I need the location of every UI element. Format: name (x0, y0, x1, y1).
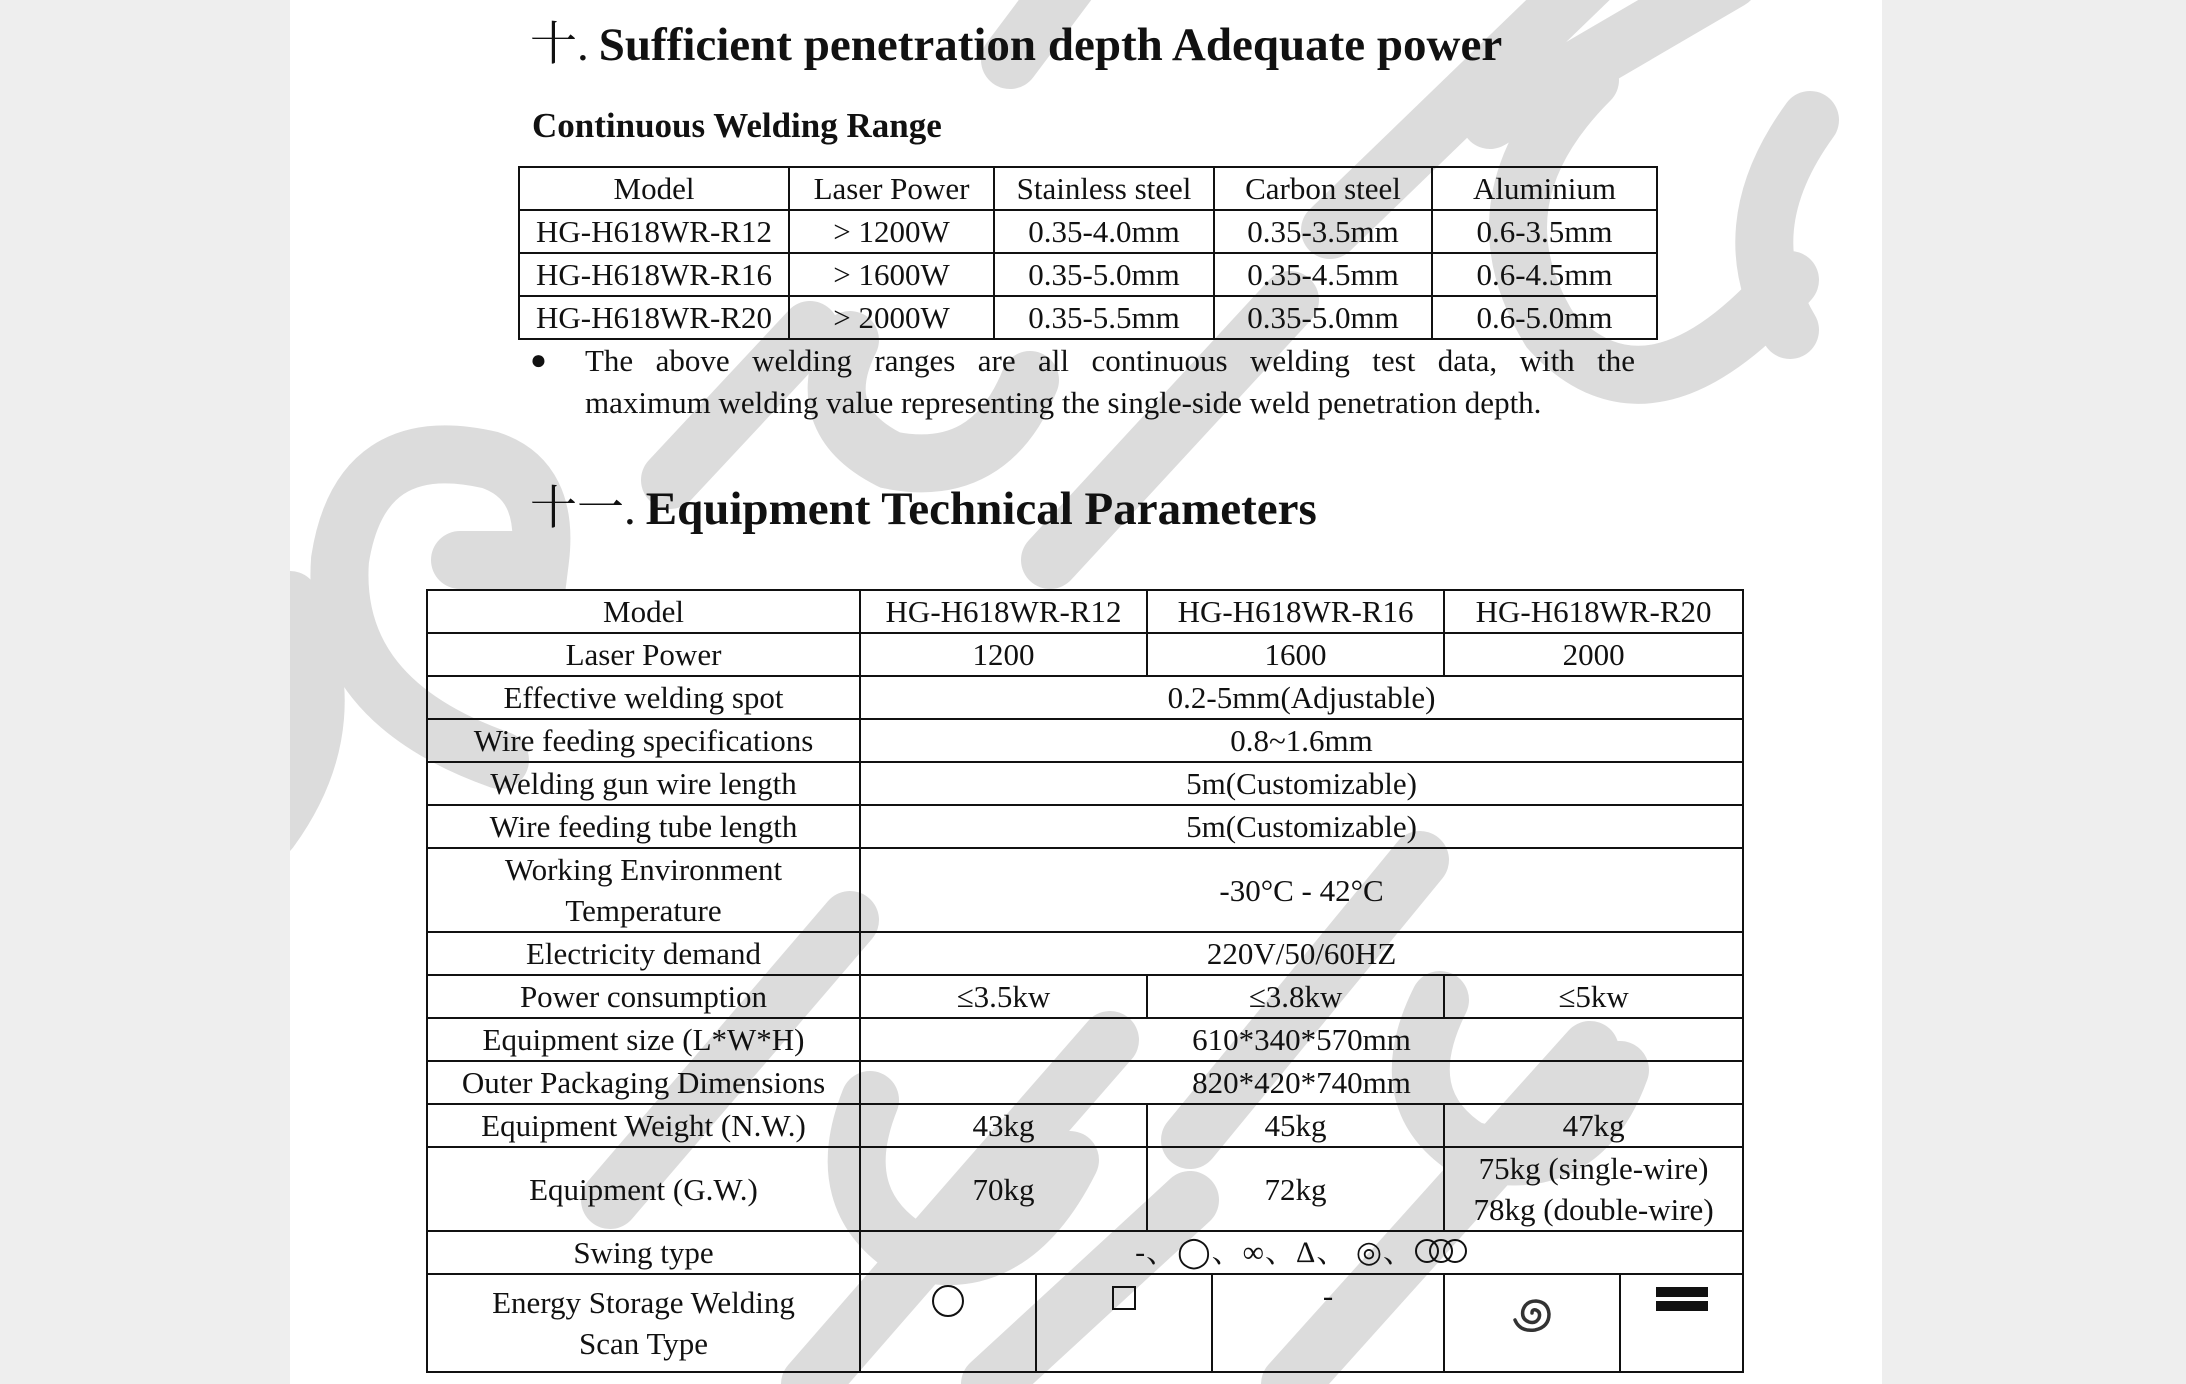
table-header-row (519, 167, 1657, 210)
param-value (1444, 1147, 1743, 1231)
param-label: Equipment size (L*W*H) (427, 1018, 860, 1061)
table-row (427, 932, 1743, 975)
table-header: Aluminium (1432, 167, 1657, 210)
param-label: Model (427, 590, 860, 633)
param-label: Power consumption (427, 975, 860, 1018)
param-label: Wire feeding specifications (427, 719, 860, 762)
table-row (427, 1274, 1743, 1372)
bullet-icon: ● (530, 345, 547, 376)
param-value: ≤3.8kw (1147, 975, 1444, 1018)
welding-range-table (518, 166, 1658, 340)
table-row (427, 762, 1743, 805)
scan-type-cell (1212, 1274, 1444, 1372)
table-header: Stainless steel (994, 167, 1214, 210)
table-row (427, 1231, 1743, 1274)
param-label-line: Scan Type (579, 1326, 708, 1361)
table-cell: HG-H618WR-R20 (519, 296, 789, 339)
section-10-heading (530, 19, 1503, 71)
dash-icon: - (1322, 1278, 1334, 1313)
param-label: Swing type (427, 1231, 860, 1274)
section-10-title: Sufficient penetration depth Adequate power (598, 19, 1503, 71)
param-value: 72kg (1147, 1147, 1444, 1231)
param-value: ≤3.5kw (860, 975, 1147, 1018)
param-value-line: 78kg (double-wire) (1473, 1192, 1714, 1227)
param-label (427, 848, 860, 932)
table-row (427, 1061, 1743, 1104)
range-note (530, 340, 1670, 426)
triple-circle-icon (1414, 1237, 1468, 1265)
param-label-line: Working Environment (504, 852, 783, 887)
swing-type-symbols: -、◯、∞、Δ、 ◎、 (1135, 1236, 1414, 1269)
param-label: Welding gun wire length (427, 762, 860, 805)
swing-types (860, 1231, 1743, 1274)
param-label-line: Temperature (565, 893, 722, 928)
document-page (290, 0, 1882, 1384)
table-row (519, 253, 1657, 296)
section-10-subtitle: Continuous Welding Range (532, 106, 942, 145)
param-value: -30°C - 42°C (860, 848, 1743, 932)
table-cell: 0.6-5.0mm (1432, 296, 1657, 339)
param-value: 5m(Customizable) (860, 805, 1743, 848)
model-cell: HG-H618WR-R16 (1147, 590, 1444, 633)
technical-parameters-table (426, 589, 1744, 1373)
scan-type-cell (1036, 1274, 1212, 1372)
param-value: ≤5kw (1444, 975, 1743, 1018)
param-value: 0.2-5mm(Adjustable) (860, 676, 1743, 719)
table-cell: 0.35-4.5mm (1214, 253, 1432, 296)
param-value: 610*340*570mm (860, 1018, 1743, 1061)
table-cell: > 2000W (789, 296, 994, 339)
param-value: 1600 (1147, 633, 1444, 676)
param-value: 2000 (1444, 633, 1743, 676)
table-cell: HG-H618WR-R12 (519, 210, 789, 253)
param-value: 45kg (1147, 1104, 1444, 1147)
param-label: Wire feeding tube length (427, 805, 860, 848)
section-10-number: 十. (530, 19, 589, 71)
param-value: 220V/50/60HZ (860, 932, 1743, 975)
table-row (427, 1018, 1743, 1061)
table-row (427, 975, 1743, 1018)
table-row (427, 590, 1743, 633)
circle-outline-icon (930, 1283, 966, 1319)
table-row (427, 1147, 1743, 1231)
table-header: Model (519, 167, 789, 210)
table-row (427, 676, 1743, 719)
param-label: Laser Power (427, 633, 860, 676)
param-label: Effective welding spot (427, 676, 860, 719)
table-cell: 0.35-5.0mm (1214, 296, 1432, 339)
table-row (519, 296, 1657, 339)
table-row (427, 719, 1743, 762)
section-11-heading (530, 483, 1317, 535)
table-cell: 0.6-4.5mm (1432, 253, 1657, 296)
param-label: Equipment (G.W.) (427, 1147, 860, 1231)
param-value: 47kg (1444, 1104, 1743, 1147)
table-cell: 0.35-4.0mm (994, 210, 1214, 253)
table-cell: 0.6-3.5mm (1432, 210, 1657, 253)
model-cell: HG-H618WR-R12 (860, 590, 1147, 633)
table-header: Carbon steel (1214, 167, 1432, 210)
param-value: 5m(Customizable) (860, 762, 1743, 805)
section-11-number: 十一. (530, 483, 636, 535)
scan-type-cell (1444, 1274, 1620, 1372)
param-value: 820*420*740mm (860, 1061, 1743, 1104)
square-outline-icon (1109, 1283, 1139, 1313)
param-label-line: Energy Storage Welding (492, 1285, 795, 1320)
param-value: 70kg (860, 1147, 1147, 1231)
table-row (427, 1104, 1743, 1147)
param-label: Electricity demand (427, 932, 860, 975)
param-label: Outer Packaging Dimensions (427, 1061, 860, 1104)
scan-type-cell (860, 1274, 1036, 1372)
param-label: Equipment Weight (N.W.) (427, 1104, 860, 1147)
double-bar-icon (1654, 1283, 1710, 1315)
section-11-title: Equipment Technical Parameters (645, 483, 1317, 535)
param-value: 0.8~1.6mm (860, 719, 1743, 762)
table-row (427, 848, 1743, 932)
model-cell: HG-H618WR-R20 (1444, 590, 1743, 633)
param-label (427, 1274, 860, 1372)
table-row (427, 805, 1743, 848)
table-header: Laser Power (789, 167, 994, 210)
note-line-2: maximum welding value representing the single-side weld penetration depth. (585, 385, 1542, 420)
spiral-icon (1505, 1289, 1559, 1337)
table-cell: 0.35-5.0mm (994, 253, 1214, 296)
param-value: 1200 (860, 633, 1147, 676)
table-cell: > 1200W (789, 210, 994, 253)
table-cell: HG-H618WR-R16 (519, 253, 789, 296)
param-value: 43kg (860, 1104, 1147, 1147)
table-cell: > 1600W (789, 253, 994, 296)
table-cell: 0.35-3.5mm (1214, 210, 1432, 253)
param-value-line: 75kg (single-wire) (1478, 1151, 1709, 1186)
table-cell: 0.35-5.5mm (994, 296, 1214, 339)
table-row (427, 633, 1743, 676)
scan-type-cell (1620, 1274, 1743, 1372)
table-row (519, 210, 1657, 253)
note-line-1: The above welding ranges are all continuous welding test data, with the (585, 343, 1635, 378)
